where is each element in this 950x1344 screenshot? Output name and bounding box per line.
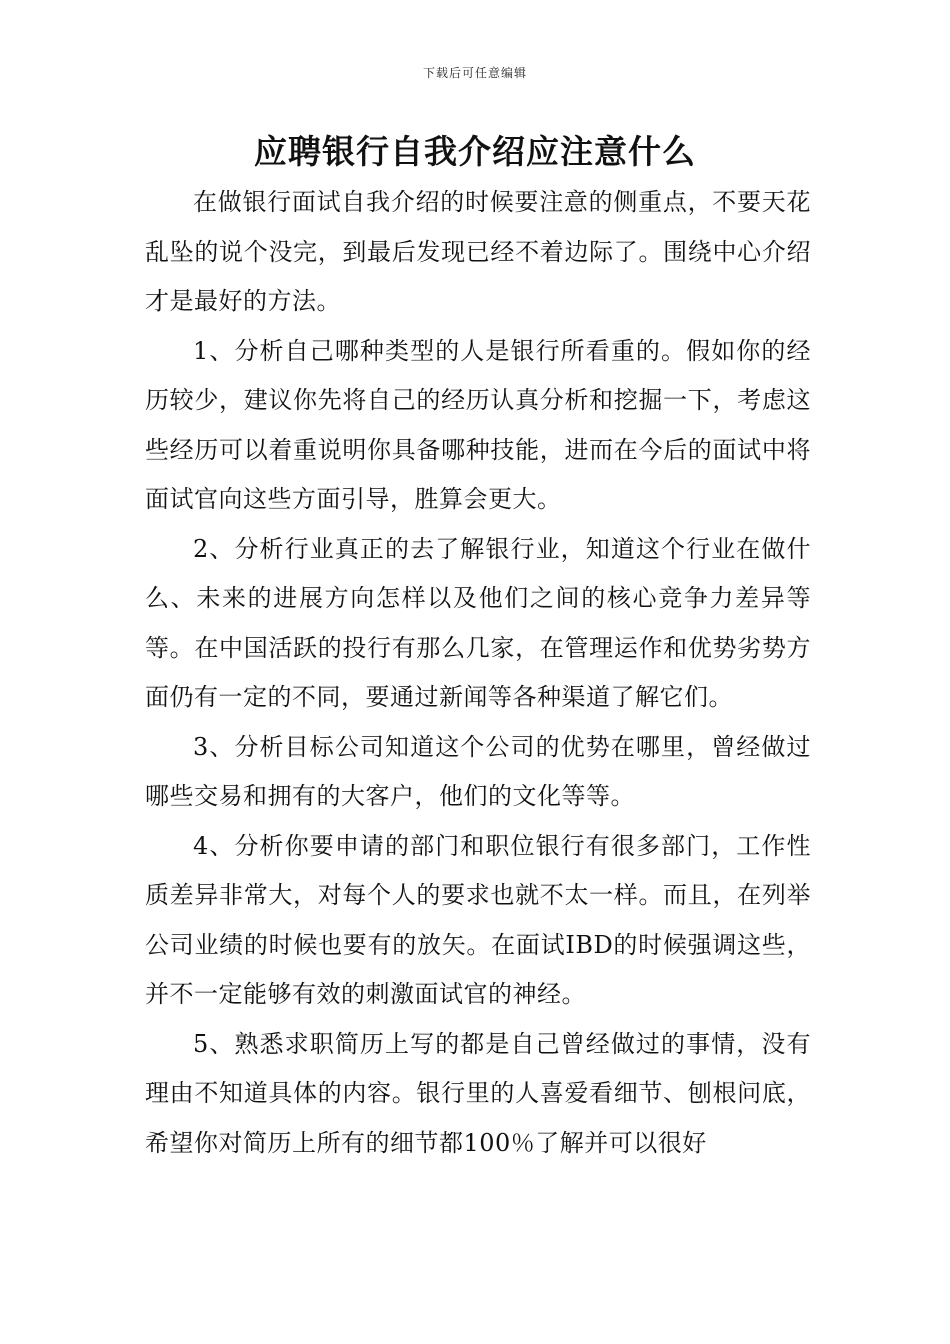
paragraph-2: 2、分析行业真正的去了解银行业，知道这个行业在做什么、未来的进展方向怎样以及他们之间的核心竞争力差异等等。在中国活跃的投行有那么几家，在管理运作和优势劣势方面仍有一定的不同，要通过新闻等各种渠道了解它们。 [145, 534, 811, 711]
paragraph-1: 1、分析自己哪种类型的人是银行所看重的。假如你的经历较少，建议你先将自己的经历认真分析和挖掘一下，考虑这些经历可以着重说明你具备哪种技能，进而在今后的面试中将面试官向这些方面引导，胜算会更大。 [145, 336, 811, 513]
header-note: 下载后可任意编辑 [422, 66, 527, 80]
paragraph-5: 5、熟悉求职简历上写的都是自己曾经做过的事情，没有理由不知道具体的内容。银行里的人喜爱看细节、刨根问底，希望你对简历上所有的细节都100％了解并可以很好 [145, 1029, 811, 1157]
body-text [145, 178, 811, 1168]
paragraph-3: 3、分析目标公司知道这个公司的优势在哪里，曾经做过哪些交易和拥有的大客户，他们的文化等等。 [145, 732, 811, 810]
paragraph-intro: 在做银行面试自我介绍的时候要注意的侧重点，不要天花乱坠的说个没完，到最后发现已经不着边际了。围绕中心介绍才是最好的方法。 [145, 188, 811, 315]
page-title: 应聘银行自我介绍应注意什么 [254, 132, 696, 171]
paragraph-4: 4、分析你要申请的部门和职位银行有很多部门，工作性质差异非常大，对每个人的要求也就不太一样。而且，在列举公司业绩的时候也要有的放矢。在面试IBD的时候强调这些，并不一定能够有效的刺激面试官的神经。 [145, 831, 811, 1008]
